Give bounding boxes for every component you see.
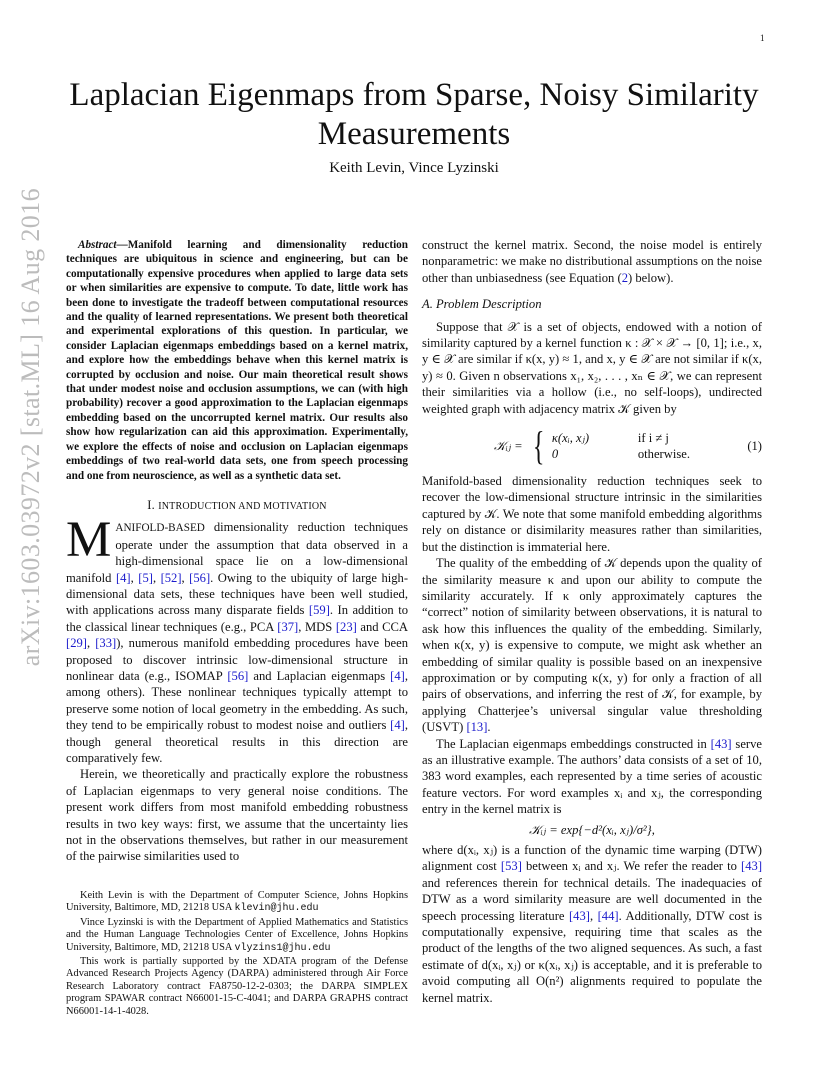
drop-cap: M xyxy=(66,512,112,569)
intro-text: and CCA xyxy=(356,619,409,634)
body-text: between xᵢ and xⱼ. We refer the reader to xyxy=(521,859,742,874)
equation-link[interactable]: 2 xyxy=(621,270,628,285)
page-number: 1 xyxy=(760,33,765,43)
footnotes xyxy=(66,890,408,1019)
body-text: where d(xᵢ, xⱼ) is a function of the dynamic time warping (DTW) alignment cost xyxy=(422,843,762,874)
problem-paragraph-5 xyxy=(422,842,762,1006)
citation-link[interactable]: [23] xyxy=(335,619,357,634)
citation-link[interactable]: [4] xyxy=(390,668,405,683)
citation-link[interactable]: [4] xyxy=(390,718,405,733)
citation-link[interactable]: [52] xyxy=(160,570,182,585)
footnote-author-2 xyxy=(66,917,408,955)
equation-2: 𝒦ᵢⱼ = exp{−d²(xᵢ, xⱼ)/σ²}, xyxy=(529,822,655,837)
email-address[interactable]: vlyzins1@jhu.edu xyxy=(234,942,331,954)
citation-link[interactable]: [37] xyxy=(277,619,299,634)
case-value: κ(xᵢ, xⱼ) xyxy=(551,430,590,445)
footnote-text: Keith Levin is with the Department of Computer Science, Johns Hopkins University, Baltimore, MD, 21218 USA xyxy=(66,890,408,914)
body-text: . xyxy=(487,720,491,735)
intro-text: , among others). These nonlinear techniques typically attempt to preserve some notion of local geometry in the embedding. As such, they tend to be empirically robust to modest noise and outliers xyxy=(66,668,409,733)
paper-title: Laplacian Eigenmaps from Sparse, Noisy Similarity Measurements xyxy=(69,77,759,152)
citation-link[interactable]: [59] xyxy=(308,603,330,618)
footnote-text: Vince Lyzinski is with the Department of Applied Mathematics and Statistics and the Human Language Technologies Center of Excellence, Johns Hopkins University, Baltimore, MD, 21218 USA xyxy=(66,916,408,953)
intro-text: and Laplacian eigenmaps xyxy=(248,668,391,683)
left-column xyxy=(66,238,408,865)
intro-text: ), numerous manifold embedding procedures have been proposed to discover intrinsic low-dimensional structure in nonlinear data (e.g., ISOMAP xyxy=(66,636,409,683)
intro-paragraph-2: Herein, we theoretically and practically explore the robustness of Laplacian eigenmaps to very general noise conditions. The present work differs from most manifold embedding robustness results in two key ways: first, we assume that the uncertainty lies not in the observations themselves, but rather in our measurement of the pairwise similarities used to xyxy=(66,767,408,864)
body-text: , xyxy=(589,908,598,923)
equation-lhs: 𝒦ᵢⱼ = xyxy=(494,438,523,453)
citation-link[interactable]: [33] xyxy=(95,636,117,651)
citation-link[interactable]: [56] xyxy=(189,570,211,585)
arxiv-stamp-text: arXiv:1603.03972v2 [stat.ML] 16 Aug 2016 xyxy=(16,187,45,666)
section-number: I. xyxy=(147,497,155,512)
intro-text: . Owing to the ubiquity of large high-dimensional data sets, these techniques have been well studied, with applications across many disparate fields xyxy=(66,570,409,618)
body-text: The quality of the embedding of 𝒦 depends upon the quality of the similarity measure κ and upon our ability to compute the similarity accurately. If κ only approximately captures the “correct” notion of similarity between observations, it is natural to ask how this influences the quality of the embedding. Similarly, when κ(x, y) is expensive to compute, we might ask whether an embedding of similar quality is possible based on an inexpensive approximation or by computing κ(x, y) for only a fraction of all pairs of observations, and inferring the rest of 𝒦, for example, by applying Chatterjee’s universal singular value thresholding (USVT) xyxy=(422,556,762,735)
citation-link[interactable]: [4] xyxy=(115,570,131,585)
intro-text: dimensionality reduction techniques operate under the assumption that data observed in a high-dimensional space lie on a low-dimensional manifold xyxy=(66,520,408,585)
arxiv-stamp xyxy=(14,187,48,666)
subsection-heading: A. Problem Description xyxy=(422,297,542,312)
citation-link[interactable]: [5] xyxy=(138,570,153,585)
body-text: serve as an illustrative example. The authors’ data consists of a set of 10, 383 word examples, each represented by a time series of acoustic feature vectors. For word examples xᵢ and xⱼ, the corresponding entry in the kernel matrix is xyxy=(422,736,762,817)
email-address[interactable]: klevin@jhu.edu xyxy=(234,903,319,915)
intro-text: MDS xyxy=(301,619,336,634)
intro-text: , though general theoretical results in this direction are comparatively few. xyxy=(66,718,408,765)
problem-paragraph-2: Manifold-based dimensionality reduction techniques seek to recover the low-dimensional structure intrinsic in the similarities captured by 𝒦. We note that some manifold embedding algorithms rely on distance or disimilarity measures rather than similarities, but the distinction is immaterial here. xyxy=(422,474,762,554)
citation-link[interactable]: [13] xyxy=(466,720,488,735)
abstract xyxy=(66,238,408,483)
equation-1 xyxy=(422,423,762,469)
case-value: 0 xyxy=(551,447,559,462)
left-brace: { xyxy=(532,423,545,469)
problem-paragraph-1: Suppose that 𝒳 is a set of objects, endowed with a notion of similarity captured by a kernel function κ : 𝒳 × 𝒳 → [0, 1]; i.e., x, y ∈ 𝒳 are similar if κ(x, y) ≈ 1, and x, y ∈ 𝒳 are not similar if κ(x, y) ≈ 0. Given n observations x₁, x₂, . . . , xₙ ∈ 𝒳, we can represent their similarities via a hollow (i.e., no self-loops), undirected weighted graph with adjacency matrix 𝒦 given by xyxy=(422,319,762,416)
section-heading xyxy=(66,497,408,515)
right-paragraph-0 xyxy=(422,237,762,286)
citation-link[interactable]: [53] xyxy=(500,859,522,874)
section-title: INTRODUCTION AND MOTIVATION xyxy=(158,500,327,512)
intro-paragraph-1: MANIFOLD-BASED dimensionality reduction techniques operate under the assumption that data observed in a high-dimensional space lie on a low-dimensional manifold [4], [5], [52], [56]. Owing to the ubiquity of large high-dimensional data sets, these techniques have been well studied, with applications across many disparate fields [59]. In addition to the classical linear techniques (e.g., PCA [37], MDS [23] and CCA [29], [33]), numerous manifold embedding procedures have been proposed to discover intrinsic low-dimensional structure in nonlinear data (e.g., ISOMAP [56] and Laplacian eigenmaps [4], among others). These nonlinear techniques typically attempt to preserve some notion of local geometry in the embedding. As such, they tend to be empirically robust to modest noise and outliers [4], though general theoretical results in this direction are comparatively few. xyxy=(66,512,409,765)
case-condition: otherwise. xyxy=(637,447,690,462)
equation-cases xyxy=(552,430,690,463)
citation-link[interactable]: [44] xyxy=(597,908,619,923)
equation-number: (1) xyxy=(747,438,762,453)
case-condition: if i ≠ j xyxy=(637,430,669,445)
abstract-label: Abstract xyxy=(78,239,117,251)
citation-link[interactable]: [29] xyxy=(66,636,87,651)
intro-text: . In addition to the classical linear techniques (e.g., PCA xyxy=(66,603,408,634)
paper-authors: Keith Levin, Vince Lyzinski xyxy=(329,160,499,176)
right-column xyxy=(422,237,762,1006)
problem-paragraph-3 xyxy=(422,555,762,735)
citation-link[interactable]: [43] xyxy=(568,908,590,923)
footnote-author-1 xyxy=(66,890,408,916)
footnote-funding: This work is partially supported by the XDATA program of the Defense Advanced Research Projects Agency (DARPA) administered through Air Force Research Laboratory contract FA8750-12-2-0303; the DARPA SIMPLEX program SPAWAR contract N66001-15-C-4041; and DARPA GRAPHS contract N66001-14-1-4028. xyxy=(66,956,408,1017)
lead-in: ANIFOLD-BASED xyxy=(115,522,205,535)
problem-paragraph-4 xyxy=(422,736,762,818)
body-text: The Laplacian eigenmaps embeddings constructed in xyxy=(436,736,711,751)
citation-link[interactable]: [43] xyxy=(710,736,732,751)
body-text: and references therein for technical details. The inadequacies of DTW as a word similarity measure are well documented in the speech processing literature xyxy=(422,875,762,923)
body-text: . Additionally, DTW cost is computationally expensive, requiring time that scales as the product of the lengths of the two aligned sequences. As such, a fast estimate of d(xᵢ, xⱼ) or κ(xᵢ, xⱼ) is acceptable, and it is preferable to avoid computing all O(n²) alignments required to populate the kernel matrix. xyxy=(422,908,762,1005)
citation-link[interactable]: [56] xyxy=(227,668,249,683)
citation-link[interactable]: [43] xyxy=(741,859,763,874)
body-text: construct the kernel matrix. Second, the noise model is entirely nonparametric: we make no distributional assumptions on the noise other than unbiasedness (see Equation ( xyxy=(422,238,762,285)
body-text: ) below). xyxy=(628,270,674,285)
abstract-text: —Manifold learning and dimensionality reduction techniques are ubiquitous in science and engineering, but can be computationally expensive procedures when applied to large data sets or when similarities are expensive to compute. To date, little work has been done to investigate the tradeoff between computational resources and the quality of learned representations. We present both theoretical and experimental explorations of this question. In particular, we consider Laplacian eigenmaps embeddings based on a kernel matrix, and explore how the embeddings behave when this kernel matrix is corrupted by occlusion and noise. Our main theoretical result shows that under modest noise and occlusion assumptions, we can (with high probability) recover a good approximation to the Laplacian eigenmaps embedding based on the uncorrupted kernel matrix. Our results also show how regularization can aid this approximation. Experimentally, we explore the effects of noise and occlusion on Laplacian eigenmaps embeddings of two real-world data sets, one from speech processing and one from neuroscience, as well as a synthetic data set. xyxy=(66,239,408,482)
